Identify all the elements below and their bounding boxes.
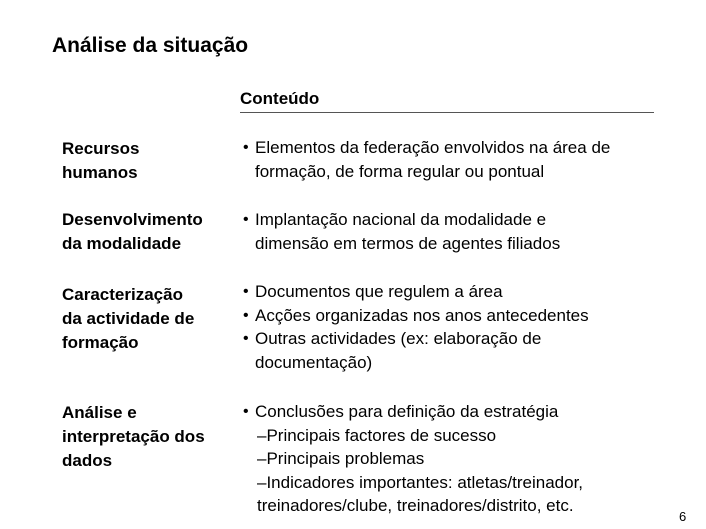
- bullet-item: • Acções organizadas nos anos antecedentes: [243, 304, 663, 328]
- row-content-recursos-humanos: [243, 136, 651, 183]
- bullet-item: • Elementos da federação envolvidos na área de formação, de forma regular ou pontual: [243, 136, 651, 183]
- slide-title: Análise da situação: [52, 34, 249, 57]
- row-label-analise: Análise e interpretação dos dados: [62, 403, 205, 470]
- column-header: Conteúdo: [240, 89, 320, 108]
- column-header-rule: [240, 112, 654, 113]
- row-content-caracterizacao: [243, 280, 663, 374]
- bullet-item: • Outras actividades (ex: elaboração de documentação): [243, 327, 595, 374]
- page-number: 6: [679, 509, 687, 524]
- row-label-recursos-humanos: Recursos humanos: [62, 139, 140, 182]
- sub-item: –Principais problemas: [257, 449, 425, 468]
- bullet-item: • Implantação nacional da modalidade e dimensão em termos de agentes filiados: [243, 208, 613, 255]
- row-label-caracterizacao: Caracterização da actividade de formação: [62, 285, 195, 352]
- row-label-desenvolvimento: Desenvolvimento da modalidade: [62, 210, 203, 253]
- bullet-item: • Conclusões para definição da estratégia: [243, 400, 663, 424]
- sub-item: –Indicadores importantes: atletas/treinador, treinadores/clube, treinadores/distrito, etc.: [257, 472, 584, 515]
- row-content-analise: [243, 400, 663, 518]
- sub-item: –Principais factores de sucesso: [257, 425, 497, 445]
- row-content-desenvolvimento: [243, 208, 613, 255]
- bullet-item: • Documentos que regulem a área: [243, 280, 663, 304]
